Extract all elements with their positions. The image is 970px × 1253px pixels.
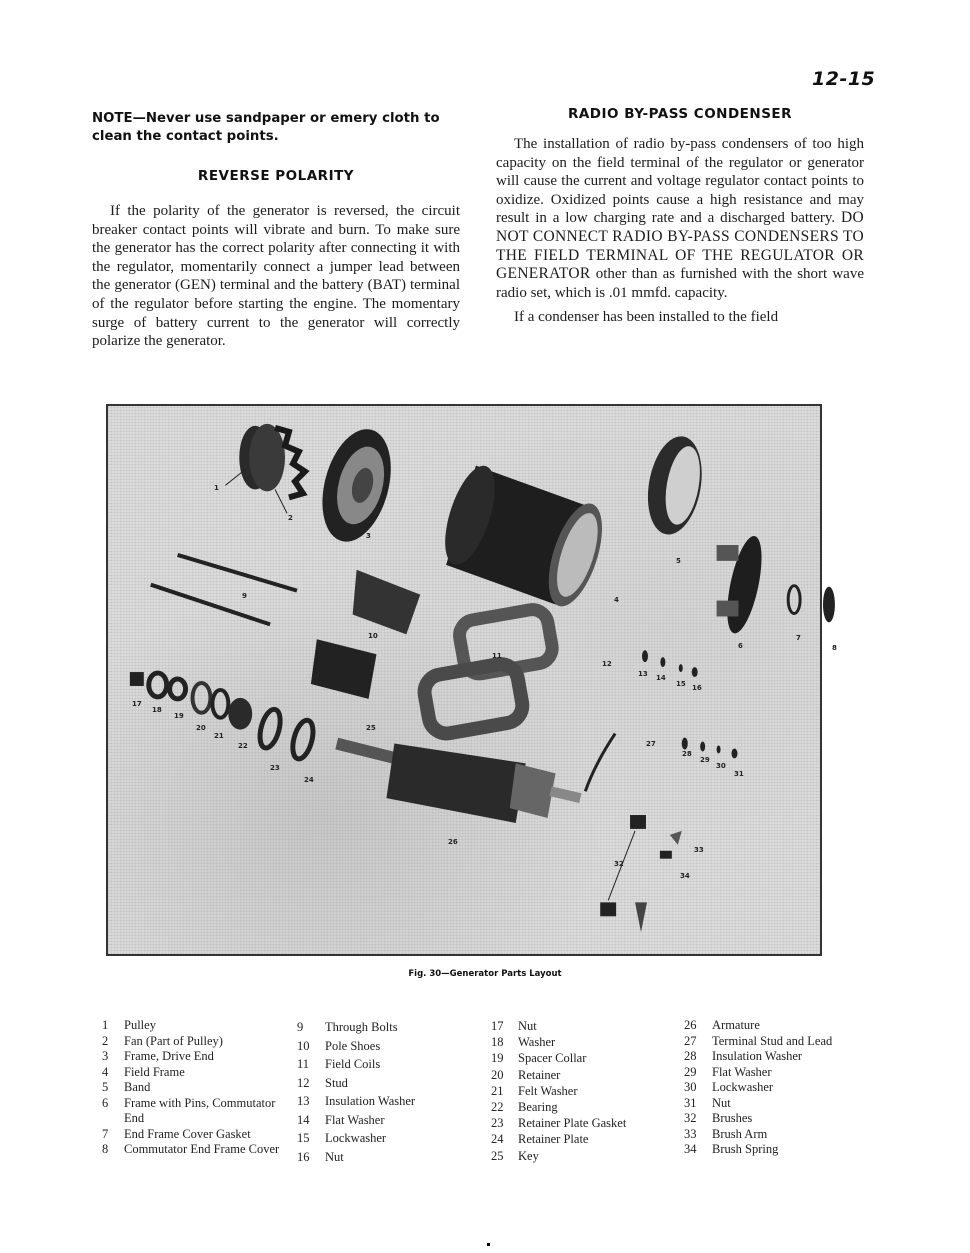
legend-label: Brush Spring xyxy=(712,1142,779,1156)
legend-number: 27 xyxy=(684,1033,697,1048)
legend-number: 2 xyxy=(102,1033,109,1048)
legend-item xyxy=(297,1074,477,1093)
legend-label: End Frame Cover Gasket xyxy=(124,1126,251,1141)
legend-label: Field Frame xyxy=(124,1064,185,1079)
legend-item xyxy=(102,1080,292,1096)
legend-label: Brush Arm xyxy=(712,1126,768,1141)
legend-number: 18 xyxy=(491,1035,504,1050)
callout-7: 7 xyxy=(796,634,801,642)
legend-label: Commutator End Frame Cover xyxy=(124,1142,280,1156)
legend-item xyxy=(684,1142,874,1158)
generator-parts-photo xyxy=(106,404,837,956)
legend-item xyxy=(491,1083,676,1099)
legend-label: Through Bolts xyxy=(325,1020,398,1034)
callout-34: 34 xyxy=(680,872,690,880)
callout-25: 25 xyxy=(366,724,376,732)
legend-number: 9 xyxy=(297,1020,304,1034)
legend-label: Pole Shoes xyxy=(325,1038,381,1053)
legend-item xyxy=(102,1127,292,1143)
right-column xyxy=(496,106,864,327)
callout-6: 6 xyxy=(738,642,743,650)
legend-number: 19 xyxy=(491,1051,504,1066)
radio-bypass-end: other than as furnished with the short wave radio set, which is .01 mmfd. capacity. xyxy=(496,266,864,301)
legend-item xyxy=(491,1148,676,1164)
legend-label: Lockwasher xyxy=(712,1080,774,1094)
small-washers xyxy=(642,650,737,758)
legend-number: 17 xyxy=(491,1019,504,1033)
callout-17: 17 xyxy=(132,700,142,708)
legend-number: 32 xyxy=(684,1111,697,1125)
legend-label: Felt Washer xyxy=(518,1083,578,1098)
parts-legend-column-1 xyxy=(102,1018,292,1158)
pole-shoe-part xyxy=(311,639,377,699)
field-frame-part xyxy=(435,460,613,613)
callout-22: 22 xyxy=(238,742,248,750)
callout-12: 12 xyxy=(602,660,612,668)
legend-item xyxy=(684,1049,874,1065)
legend-label: Stud xyxy=(325,1075,348,1090)
legend-number: 15 xyxy=(297,1131,310,1145)
legend-item xyxy=(684,1080,874,1096)
commutator-end-frame-part xyxy=(717,533,769,636)
figure-caption: Fig. 30—Generator Parts Layout xyxy=(408,969,562,979)
legend-item xyxy=(102,1034,292,1050)
drive-end-frame-part xyxy=(311,422,402,550)
legend-number: 22 xyxy=(491,1100,504,1115)
legend-item xyxy=(297,1148,477,1167)
callout-27: 27 xyxy=(646,740,656,748)
leader-line xyxy=(225,470,245,486)
legend-number: 28 xyxy=(684,1049,697,1063)
pulley-part xyxy=(239,424,305,497)
legend-label: Armature xyxy=(712,1018,760,1032)
callout-18: 18 xyxy=(152,706,162,714)
callout-31: 31 xyxy=(734,770,744,778)
radio-bypass-intro: The installation of radio by-pass condensers of too high capacity on the field terminal of the regulator or generator will cause the current and voltage regulator contact points to oxidize. Oxidized points cause a high resistance and may result in a low charging rate and a discharged battery. xyxy=(496,136,864,227)
armature-part xyxy=(337,744,581,823)
legend-label: Lockwasher xyxy=(325,1131,387,1145)
parts-legend-column-3 xyxy=(491,1018,676,1164)
legend-number: 24 xyxy=(491,1132,504,1147)
callout-2: 2 xyxy=(288,514,293,522)
callout-10: 10 xyxy=(368,632,378,640)
legend-item xyxy=(684,1127,874,1143)
legend-item xyxy=(491,1018,676,1034)
legend-number: 12 xyxy=(297,1075,310,1090)
legend-label: Key xyxy=(518,1148,539,1163)
legend-item xyxy=(297,1055,477,1074)
legend-label: Terminal Stud and Lead xyxy=(712,1033,833,1048)
bearing-stack xyxy=(130,672,317,761)
legend-label: Retainer Plate xyxy=(518,1132,589,1147)
legend-number: 14 xyxy=(297,1112,310,1127)
brush-part xyxy=(600,902,616,916)
legend-number: 29 xyxy=(684,1064,697,1079)
brush-part xyxy=(630,815,646,829)
legend-label: Nut xyxy=(712,1095,731,1110)
callout-11: 11 xyxy=(492,652,502,660)
callout-4: 4 xyxy=(614,596,619,604)
callout-24: 24 xyxy=(304,776,314,784)
pole-shoe-part xyxy=(353,570,421,635)
callout-3: 3 xyxy=(366,532,371,540)
callout-28: 28 xyxy=(682,750,692,758)
callout-19: 19 xyxy=(174,712,184,720)
legend-number: 30 xyxy=(684,1080,697,1094)
callout-23: 23 xyxy=(270,764,280,772)
legend-item xyxy=(297,1037,477,1056)
legend-item xyxy=(684,1065,874,1081)
band-part xyxy=(641,432,709,539)
legend-item xyxy=(684,1096,874,1112)
brush-arm-part xyxy=(670,831,682,845)
legend-number: 7 xyxy=(102,1126,109,1141)
condenser-installed-paragraph: If a condenser has been installed to the field xyxy=(514,309,779,326)
legend-item xyxy=(491,1115,676,1131)
legend-item xyxy=(491,1131,676,1147)
legend-label: Band xyxy=(124,1080,151,1094)
legend-label: Retainer xyxy=(518,1067,561,1082)
leader-line xyxy=(275,489,287,513)
legend-number: 10 xyxy=(297,1038,310,1053)
legend-item xyxy=(297,1092,477,1111)
callout-16: 16 xyxy=(692,684,702,692)
legend-label: Brushes xyxy=(712,1111,753,1125)
legend-number: 11 xyxy=(297,1057,310,1071)
reverse-polarity-heading: REVERSE POLARITY xyxy=(197,168,355,184)
callout-15: 15 xyxy=(676,680,686,688)
callout-14: 14 xyxy=(656,674,666,682)
callout-1: 1 xyxy=(214,484,219,492)
callout-26: 26 xyxy=(448,838,458,846)
legend-item xyxy=(297,1129,477,1148)
legend-number: 8 xyxy=(102,1142,109,1156)
legend-number: 26 xyxy=(684,1018,697,1032)
parts-legend-column-4 xyxy=(684,1018,874,1158)
legend-number: 31 xyxy=(684,1095,697,1110)
parts-legend-column-2 xyxy=(297,1018,477,1166)
legend-number: 23 xyxy=(491,1116,504,1131)
legend-label: Field Coils xyxy=(325,1057,381,1071)
legend-label: Insulation Washer xyxy=(712,1049,803,1063)
legend-item xyxy=(102,1049,292,1065)
legend-item xyxy=(102,1096,292,1127)
reverse-polarity-paragraph: If the polarity of the generator is reversed, the circuit breaker contact points will vibrate and burn. To make sure the generator has the correct polarity after connecting it with the regulator, momentarily connect a jumper lead between the generator (GEN) terminal and the battery (BAT) terminal of the regulator before starting the engine. The momentary surge of battery current to the generator will correctly polarize the generator. xyxy=(92,203,460,350)
legend-label: Nut xyxy=(518,1019,537,1033)
legend-number: 25 xyxy=(491,1148,504,1163)
print-artifact-dot xyxy=(487,1243,490,1246)
callout-33: 33 xyxy=(694,846,704,854)
brush-spring-part xyxy=(660,851,672,859)
legend-item xyxy=(491,1034,676,1050)
legend-label: Fan (Part of Pulley) xyxy=(124,1033,223,1048)
callout-5: 5 xyxy=(676,557,681,565)
legend-label: Flat Washer xyxy=(325,1112,385,1127)
legend-number: 3 xyxy=(102,1049,109,1063)
callout-21: 21 xyxy=(214,732,224,740)
legend-label: Bearing xyxy=(518,1100,558,1115)
legend-label: Nut xyxy=(325,1149,344,1164)
legend-item xyxy=(491,1067,676,1083)
legend-number: 20 xyxy=(491,1067,504,1082)
legend-number: 4 xyxy=(102,1064,109,1079)
legend-number: 33 xyxy=(684,1126,697,1141)
through-bolt xyxy=(178,555,297,591)
callout-29: 29 xyxy=(700,756,710,764)
legend-item xyxy=(297,1018,477,1037)
legend-number: 34 xyxy=(684,1142,697,1156)
legend-label: Frame, Drive End xyxy=(124,1049,214,1063)
legend-number: 16 xyxy=(297,1149,310,1164)
callout-9: 9 xyxy=(242,592,247,600)
legend-label: Insulation Washer xyxy=(325,1094,416,1108)
legend-item xyxy=(491,1050,676,1066)
legend-item xyxy=(491,1099,676,1115)
note-text: NOTE—Never use sandpaper or emery cloth to clean the contact points. xyxy=(92,111,440,144)
callout-13: 13 xyxy=(638,670,648,678)
left-column xyxy=(92,110,460,351)
legend-item xyxy=(684,1034,874,1050)
callout-30: 30 xyxy=(716,762,726,770)
page-number: 12-15 xyxy=(812,68,876,90)
gasket-part xyxy=(788,586,800,614)
radio-bypass-heading: RADIO BY-PASS CONDENSER xyxy=(567,106,793,122)
radio-bypass-warning: DO NOT CONNECT RADIO BY-PASS CONDENSERS TO THE FIELD TERMINAL OF THE REGULATOR OR GENERATOR xyxy=(496,209,864,283)
legend-number: 1 xyxy=(102,1018,109,1032)
legend-item xyxy=(102,1142,292,1158)
callout-8: 8 xyxy=(832,644,837,652)
legend-number: 21 xyxy=(491,1083,504,1098)
cover-part xyxy=(823,587,835,623)
brush-arm-part xyxy=(635,902,647,932)
legend-number: 13 xyxy=(297,1094,310,1108)
legend-label: Retainer Plate Gasket xyxy=(518,1116,627,1131)
legend-label: Pulley xyxy=(124,1018,156,1032)
legend-number: 6 xyxy=(102,1095,109,1110)
legend-label: Washer xyxy=(518,1035,556,1050)
legend-item xyxy=(684,1018,874,1034)
legend-item xyxy=(102,1018,292,1034)
callout-20: 20 xyxy=(196,724,206,732)
legend-label: Frame with Pins, Commutator End xyxy=(124,1095,276,1125)
legend-item xyxy=(297,1111,477,1130)
legend-label: Spacer Collar xyxy=(518,1051,587,1066)
callout-32: 32 xyxy=(614,860,624,868)
legend-label: Flat Washer xyxy=(712,1064,772,1079)
legend-number: 5 xyxy=(102,1080,109,1094)
radio-bypass-paragraph xyxy=(496,135,864,302)
through-bolt xyxy=(151,585,270,625)
terminal-lead xyxy=(585,734,615,792)
field-coil-part xyxy=(422,661,525,736)
legend-item xyxy=(684,1111,874,1127)
legend-item xyxy=(102,1065,292,1081)
